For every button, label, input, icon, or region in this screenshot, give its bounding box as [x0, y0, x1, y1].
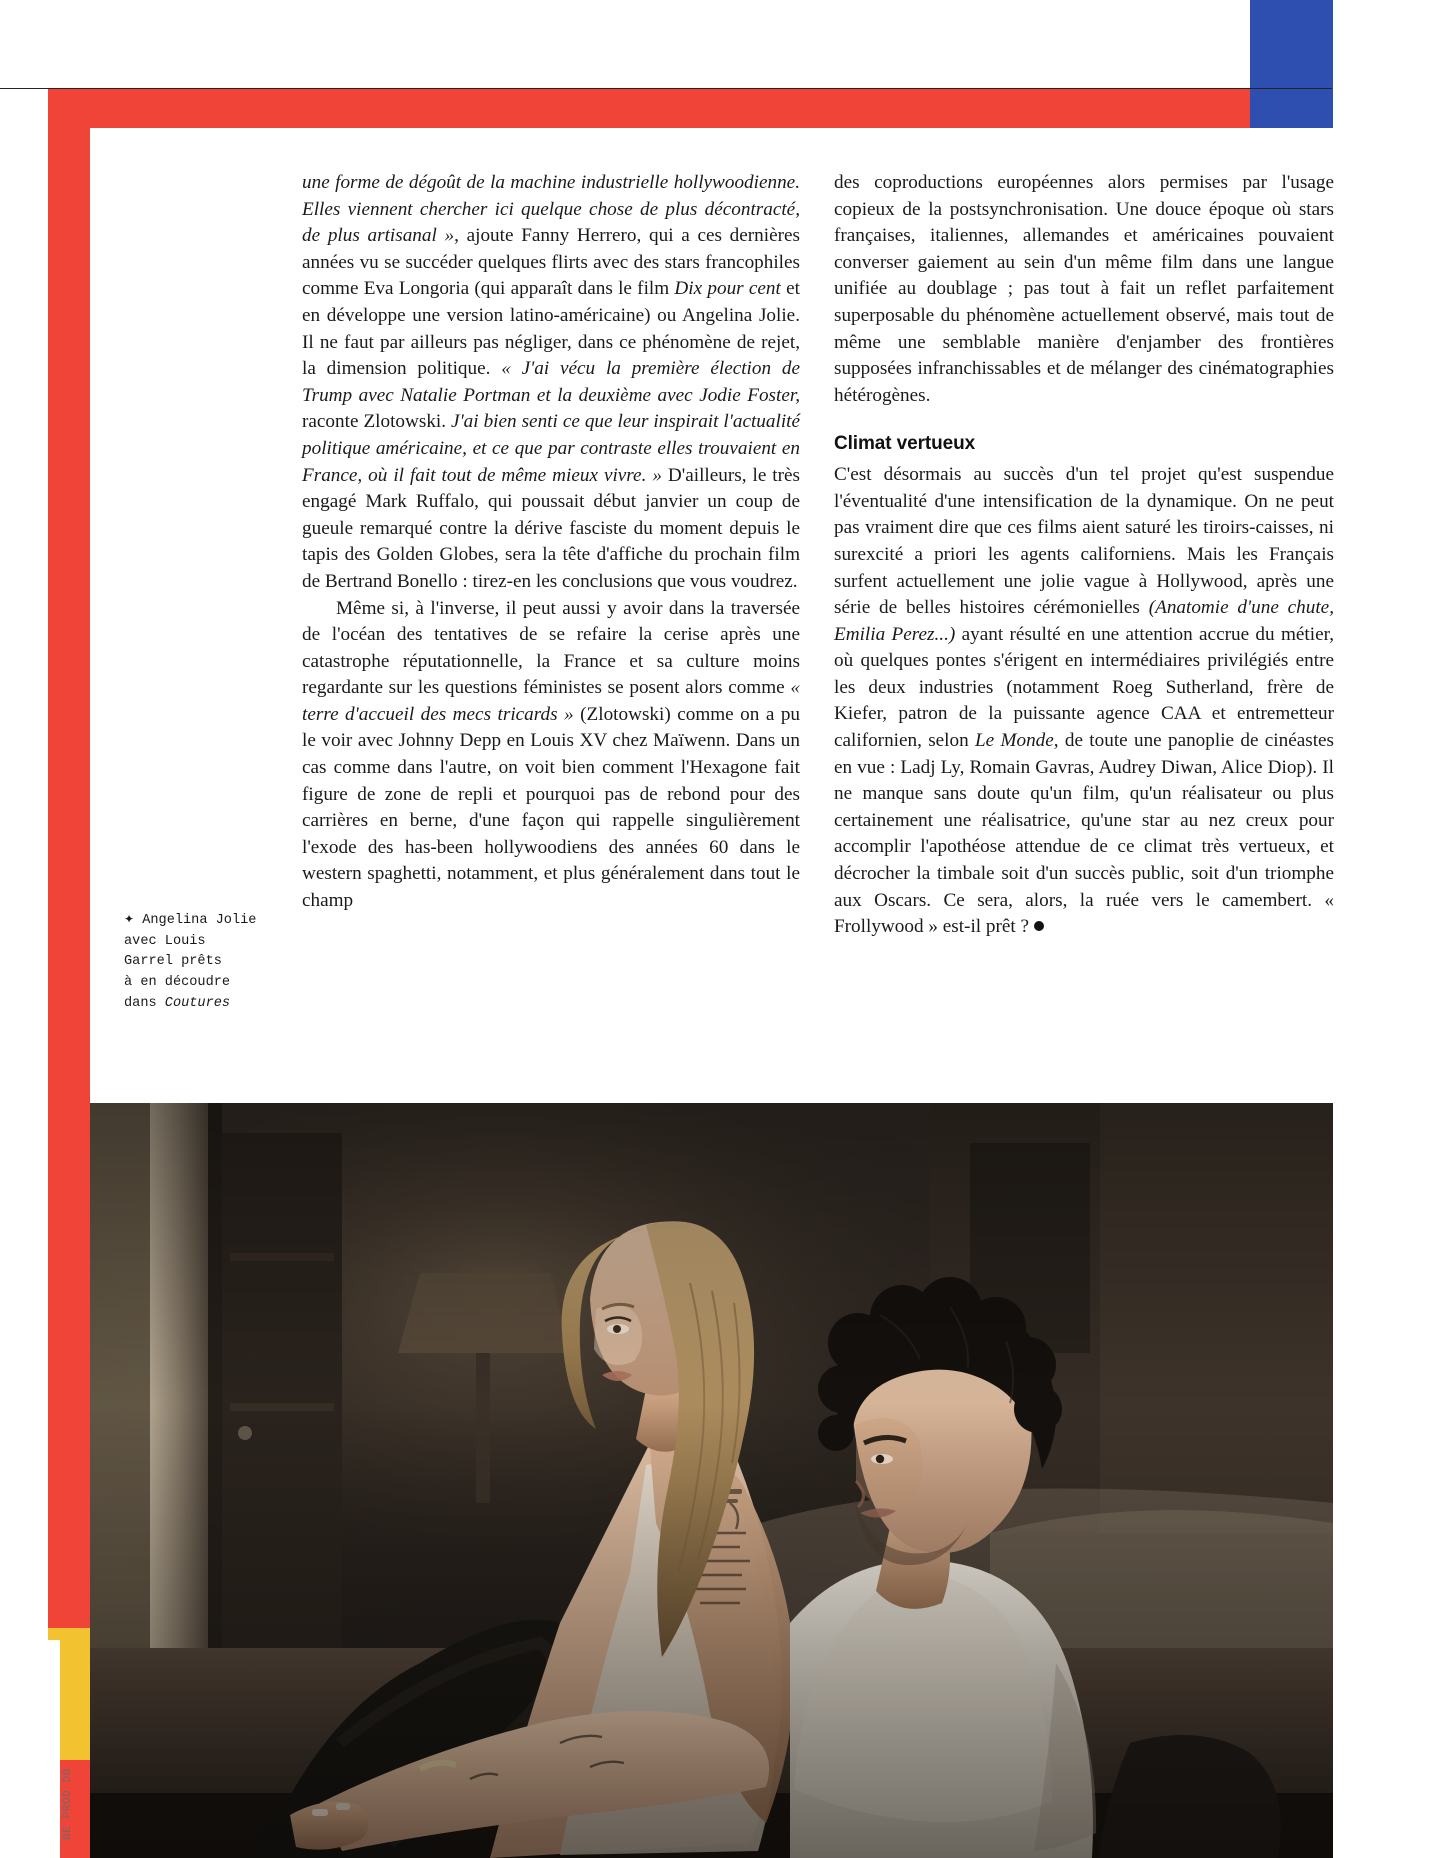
- caption-film-title: Coutures: [164, 995, 231, 1011]
- photograph-illustration: [90, 1103, 1333, 1858]
- paragraph-left-1-quote: « J'ai vécu la première élection de Trump avec Natalie Portman et la deuxième avec Jodie Foster,: [302, 358, 800, 406]
- caption-arrow-icon: ✦: [124, 912, 135, 926]
- paragraph-left-2: [302, 596, 800, 915]
- header-rule: [0, 88, 1332, 89]
- white-header-band: [0, 0, 1250, 88]
- paragraph-right-2: [834, 462, 1334, 941]
- article-column-right: [834, 170, 1334, 941]
- caption-line-5: dans: [124, 995, 165, 1011]
- caption-line-4: à en découdre: [124, 974, 231, 990]
- red-left-bar: [48, 128, 90, 1628]
- paragraph-left-1-quote-2: J'ai bien senti ce que leur inspirait l'actualité politique américaine, et ce que par contraste elles trouvaient en France, où il fait tout de même mieux vivre. »: [302, 411, 800, 486]
- paragraph-right-2-b: ayant résulté en une attention accrue du métier, où quelques pontes s'érigent en intermédiaires privilégiés entre les deux industries (notamment Roeg Sutherland, frère de Kiefer, patron de la puissante agence CAA et entremetteur californien, selon: [834, 623, 1335, 752]
- paragraph-left-1-open-italic: une forme de dégoût de la machine industrielle hollywoodienne. Elles viennent chercher ici quelque chose de plus décontracté, de plus artisanal »: [302, 172, 800, 247]
- paragraph-right-2-italic-films: (Anatomie d'une chute, Emilia Perez...): [834, 597, 1334, 645]
- paragraph-right-2-italic-lemonde: Le Monde: [975, 730, 1054, 752]
- end-of-article-dot: [1034, 921, 1044, 931]
- paragraph-left-1-rest-d: D'ailleurs, le très engagé Mark Ruffalo, qui poussait début janvier un coup de gueule remarqué contre la dérive fasciste du moment depuis le tapis des Golden Globes, sera la tête d'affiche du prochain film de Bertrand Bonello : tirez-en les conclusions que vous voudrez.: [302, 464, 801, 592]
- article-column-left: [302, 170, 800, 915]
- article-photograph: [90, 1103, 1333, 1858]
- paragraph-left-1-film-title: Dix pour cent: [674, 278, 781, 300]
- paragraph-left-2-italic: « terre d'accueil des mecs tricards »: [302, 677, 800, 725]
- caption-line-1: Angelina Jolie: [142, 913, 257, 928]
- paragraph-right-1: des coproductions européennes alors permises par l'usage copieux de la postsynchronisation. Une douce époque où stars françaises, italiennes, allemandes et américaines pouvaient converser gaiement au sein d'un même film dans une langue unifiée au doublage ; pas tout à fait un reflet parfaitement superposable du phénomène actuellement observé, mais tout de même une semblable manière d'enjamber des frontières supposées infranchissables et de mélanger des cinématographies hétérogènes.: [834, 172, 1334, 406]
- paragraph-left-1-rest-c: raconte Zlotowski.: [302, 411, 452, 433]
- paragraph-left-2-b: (Zlotowski) comme on a pu le voir avec Johnny Depp en Louis XV chez Maïwenn. Dans un cas comme dans l'autre, on voit bien comment l'Hexagone fait figure de zone de repli et pourquoi pas de rebond pour des carrières en berne, d'une façon qui rappelle singulièrement l'exode des has-been hollywoodiens des années 60 dans le western spaghetti, notamment, et plus généralement dans tout le champ: [302, 703, 801, 912]
- paragraph-left-2-a: Même si, à l'inverse, il peut aussi y avoir dans la traversée de l'océan des tentatives de se refaire la cerise après une catastrophe réputationnelle, la France et sa culture moins regardante sur les questions féministes se posent alors comme: [302, 597, 800, 699]
- paragraph-left-1-rest-a: , ajoute Fanny Herrero, qui a ces dernières années vu se succéder quelques flirts avec des stars francophiles comme Eva Longoria (qui apparaît dans le film: [302, 225, 800, 300]
- paragraph-left-1-rest-b: et en développe une version latino-américaine) ou Angelina Jolie. Il ne faut par ailleurs pas négliger, dans ce phénomène de rejet, la dimension politique.: [302, 278, 800, 380]
- white-left-strip: [0, 88, 48, 1858]
- caption-line-2: avec Louis: [124, 933, 206, 949]
- paragraph-left-1: [302, 170, 800, 596]
- section-subheading: Climat vertueux: [834, 433, 976, 455]
- paragraph-right-2-a: C'est désormais au succès d'un tel projet qu'est suspendue l'éventualité d'une intensification de la dynamique. On ne peut pas vraiment dire que ces films aient saturé les tiroirs-caisses, ni surexcité a priori les agents californiens. Mais les Français surfent actuellement une jolie vague à Hollywood, après une série de belles histoires cérémonielles: [834, 464, 1334, 619]
- paragraph-right-2-c: , de toute une panoplie de cinéastes en vue : Ladj Ly, Romain Gavras, Audrey Diwan, Alice Diop). Il ne manque sans doute qu'un film, qu'un réalisateur ou plus certainement une réalisatrice, qu'une star au nez creux pour accomplir l'apothéose attendue de ce climat très vertueux, et décrocher la timbale soit d'un succès public, soit d'un triomphe aux Oscars. Ce sera, alors, la ruée vers le camembert. « Frollywood » est-il prêt ?: [834, 730, 1335, 938]
- caption-line-3: Garrel prêts: [124, 954, 222, 970]
- photo-caption: [124, 910, 284, 1014]
- white-bottom-left-block: [0, 1640, 60, 1858]
- photo-credit-vertical: [62, 1820, 212, 1840]
